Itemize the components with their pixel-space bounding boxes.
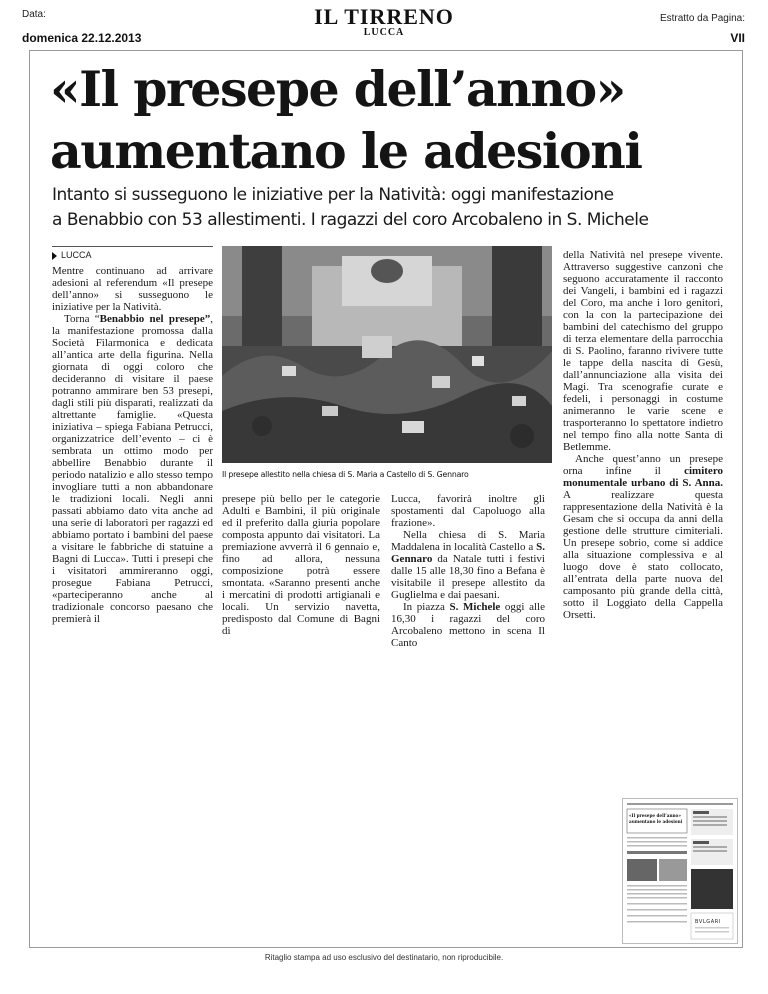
triangle-icon [52, 252, 57, 260]
text: Nella chiesa di S. Maria Maddalena in località Castello a [391, 529, 545, 553]
location-rule [52, 246, 213, 247]
column-4 [563, 249, 723, 621]
headline [50, 58, 730, 182]
paragraph: Mentre continuano ad arrivare adesioni al referendum «Il presepe dell’anno» si susseguono le iniziative per la Natività. [52, 265, 213, 313]
subhead-line-2: a Benabbio con 53 allestimenti. I ragazzi del coro Arcobaleno in S. Michele [52, 210, 649, 230]
svg-text:BVLGARI: BVLGARI [695, 919, 721, 925]
location-label: LUCCA [61, 250, 92, 260]
paragraph [52, 313, 213, 625]
text: In piazza [403, 601, 450, 613]
footer-disclaimer: Ritaglio stampa ad uso esclusivo del destinatario, non riproducibile. [264, 953, 504, 962]
column-3 [391, 493, 545, 649]
masthead: IL TIRRENO [314, 4, 454, 29]
bold-text: cimitero monumentale urbano di S. Anna. [563, 465, 723, 489]
paragraph [563, 453, 723, 621]
bold-text: Benabbio nel presepe” [99, 313, 211, 325]
location-tag [52, 250, 92, 260]
subhead-line-1: Intanto si susseguono le iniziative per la Natività: oggi manifestazione [52, 185, 614, 205]
paragraph: presepe più bello per le categorie Adulti e Bambini, il più originale ed il preferito dalla giuria popolare composta appunto dai visitatori. La premiazione avverrà il 6 gennaio e, fino ad allora, nessuna composizione potrà essere smontata. «Saranno presenti anche i mercatini di prodotti artigianali e locali. Un servizio navetta, predisposto dal Comune di Bagni di [222, 493, 380, 637]
svg-text:«Il presepe dell’anno»: «Il presepe dell’anno» [629, 813, 681, 818]
extract-label: Estratto da Pagina: [659, 13, 745, 24]
svg-text:aumentano le adesioni: aumentano le adesioni [629, 819, 683, 824]
headline-line-2: aumentano le adesioni [50, 122, 642, 180]
text: , la manifestazione promossa dalla Società Filarmonica e dedicata all’antica arte della figurina. Nella giornata di oggi coloro che decideranno di visitare il paese potranno ammirare ben 53 presepi, dagli stili più disparati, realizzati da altrettante famiglie. «Questa iniziativa – spiega Fabiana Petrucci, organizzatrice dell’evento – ci è sembrata un ottimo modo per abbellire Benabbio durante il periodo natalizio e allo stesso tempo invogliare tutti a non abbandonare le tradizioni locali. Negli anni passati abbiamo dato vita anche ad una serie di laboratori per ragazzi ed abbiamo portato i bambini del paese a visitare le fabbriche di statuine a Bagni di Lucca». Tutti i presepi che i visitatori ammireranno oggi, prosegue Fabiana Petrucci, «parteciperanno anche al tradizionale concorso paesano che premierà il [52, 313, 213, 625]
photo-caption: Il presepe allestito nella chiesa di S. Maria a Castello di S. Gennaro [222, 470, 469, 479]
publication-date: domenica 22.12.2013 [22, 31, 142, 45]
page-thumbnail-image [623, 799, 737, 943]
date-label: Data: [22, 9, 46, 20]
page-thumbnail [622, 798, 738, 944]
text: Anche quest’anno un presepe orna infine il [563, 453, 723, 477]
paragraph: della Natività nel presepe vivente. Attraverso suggestive canzoni che seguono accuratamente il racconto dei Vangeli, i bambini ed i ragazzi del Coro, ma anche i loro genitori, con la con la partecipazione dei bambini del catechismo del gruppo di terza elementare della parrocchia di S. Paolino, faranno rivivere tutte le tappe della nascita di Gesù, dall’annunciazione alla visita dei Magi. Tra scenografie curate e fedeli, i personaggi in costume animeranno le varie scene e trasporteranno lo spettatore indietro nel tempo fino alla notte Santa di Betlemme. [563, 249, 723, 453]
headline-line-1: «Il presepe dell’anno» [50, 60, 625, 118]
paragraph [391, 529, 545, 601]
paragraph: Lucca, favorirà inoltre gli spostamenti dal Capoluogo alla frazione». [391, 493, 545, 529]
text: da Natale tutti i festivi dalle 15 alle 18,30 fino a Befana è visitabile il presepe allestito da Guglielma e dai paesani. [391, 553, 545, 601]
text: A realizzare questa rappresentazione della Natività è la Gesam che si occupa da anni della gestione delle strutture cimiteriali. Un presepe sobrio, come si addice alla situazione complessiva e al luogo dove è stato collocato, all’entrata della parte nuova del camposanto più grande della città, sotto il Loggiato della Cappella Orsetti. [563, 489, 723, 621]
paragraph [391, 601, 545, 649]
text: Torna “ [64, 313, 100, 325]
column-2 [222, 493, 380, 637]
edition-name: LUCCA [363, 27, 405, 38]
bold-text: S. Michele [449, 601, 501, 613]
text: oggi alle 16,30 i ragazzi del coro Arcobaleno mettono in scena Il Canto [391, 601, 545, 649]
article-photo [222, 246, 552, 463]
subheadline [52, 183, 742, 233]
nativity-scene-image [222, 246, 552, 463]
bold-text: S. Gennaro [391, 541, 545, 565]
column-1 [52, 265, 213, 625]
page-number: VII [730, 31, 745, 45]
